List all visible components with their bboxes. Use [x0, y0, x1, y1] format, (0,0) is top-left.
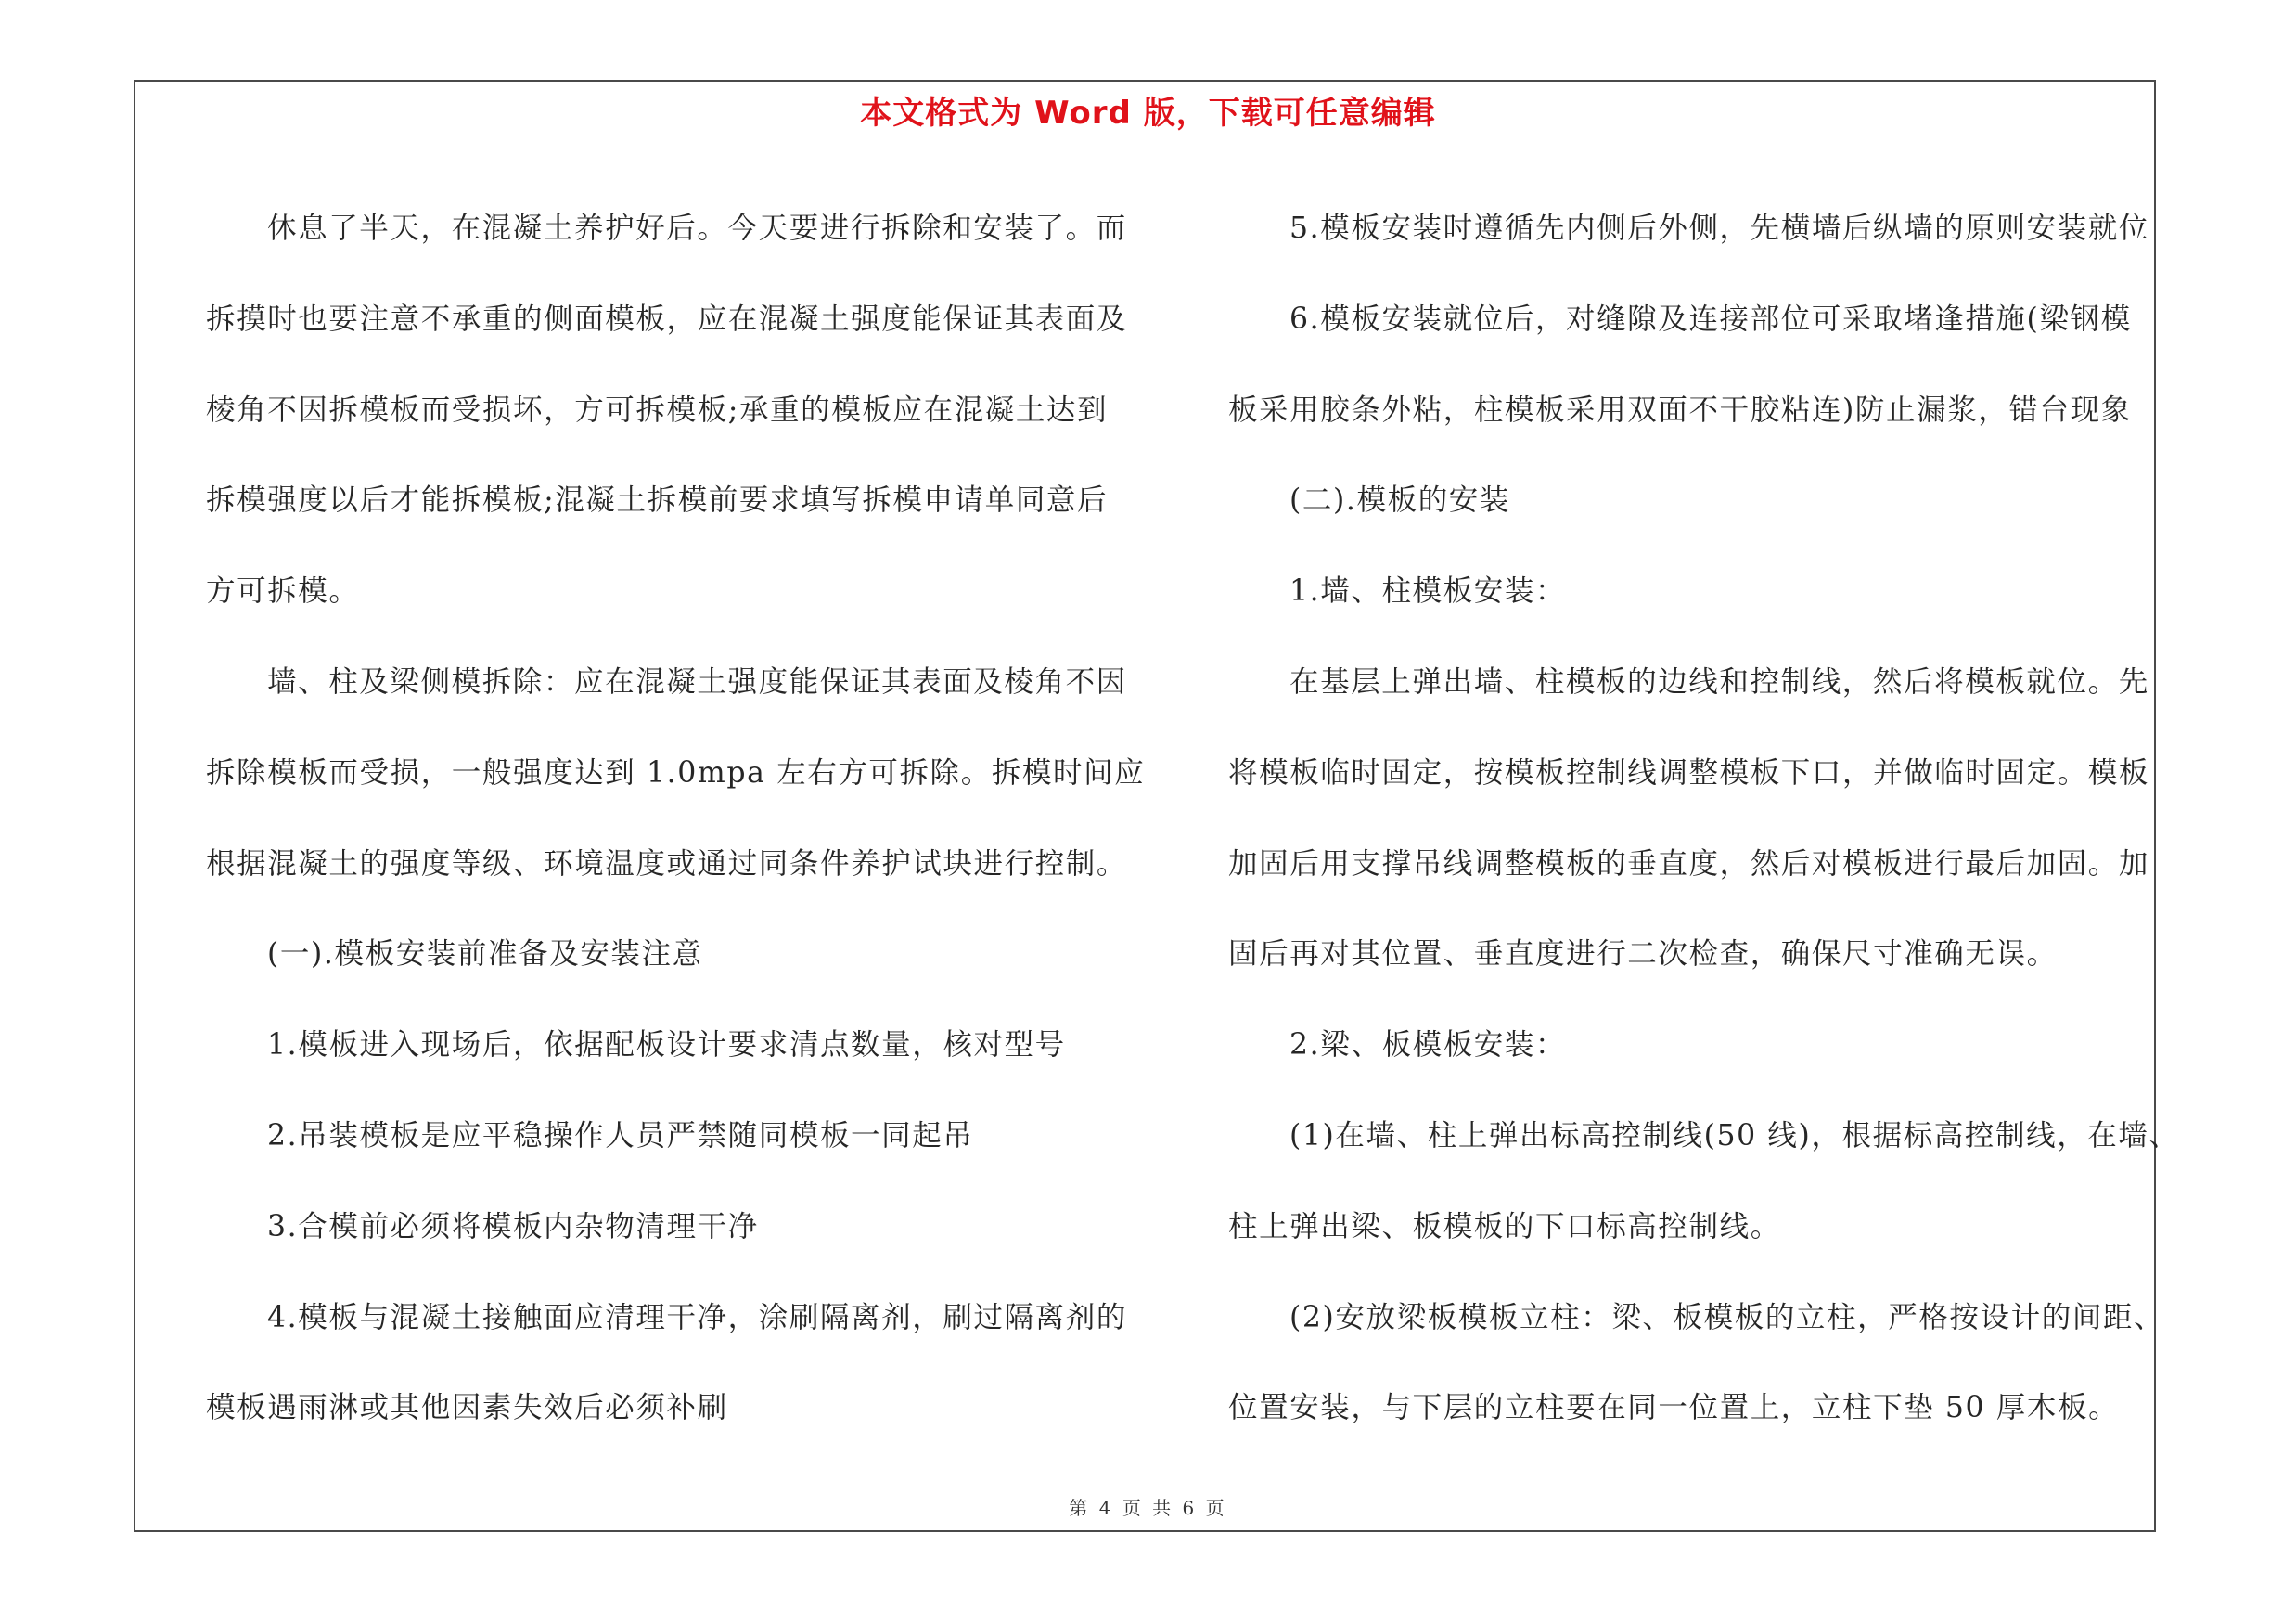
text-line: 拆除模板而受损，一般强度达到 1.0mpa 左右方可拆除。拆模时间应	[206, 755, 1146, 790]
text-line: 休息了半天，在混凝土养护好后。今天要进行拆除和安装了。而	[267, 212, 1127, 245]
text-line: 墙、柱及梁侧模拆除：应在混凝土强度能保证其表面及棱角不因	[267, 664, 1127, 699]
text-line: 根据混凝土的强度等级、环境温度或通过同条件养护试块进行控制。	[206, 846, 1128, 881]
text-line: (二).模板的安装	[1289, 483, 1510, 518]
text-line: 5.模板安装时遵循先内侧后外侧，先横墙后纵墙的原则安装就位	[1289, 212, 2149, 245]
text-line: (2)安放梁板模板立柱：梁、板模板的立柱，严格按设计的间距、	[1289, 1300, 2165, 1334]
text-line: 模板遇雨淋或其他因素失效后必须补刷	[206, 1391, 728, 1425]
text-line: 板采用胶条外粘，柱模板采用双面不干胶粘连)防止漏浆，错台现象	[1228, 393, 2132, 427]
text-line: 2.吊装模板是应平稳操作人员严禁随同模板一同起吊	[267, 1118, 974, 1153]
text-line: 拆摸时也要注意不承重的侧面模板，应在混凝土强度能保证其表面及	[206, 302, 1128, 336]
page-header-notice: 本文格式为 Word 版，下载可任意编辑	[860, 95, 1436, 132]
text-line: (一).模板安装前准备及安装注意	[267, 937, 703, 972]
left-column	[206, 184, 1146, 1454]
text-line: 4.模板与混凝土接触面应清理干净，涂刷隔离剂，刷过隔离剂的	[267, 1300, 1127, 1334]
text-line: 1.墙、柱模板安装：	[1289, 574, 1567, 609]
text-line: 3.合模前必须将模板内杂物清理干净	[267, 1209, 759, 1243]
text-line: 棱角不因拆模板而受损坏，方可拆模板;承重的模板应在混凝土达到	[206, 393, 1109, 427]
right-column	[1228, 184, 2180, 1454]
text-line: (1)在墙、柱上弹出标高控制线(50 线)，根据标高控制线，在墙、	[1289, 1118, 2180, 1153]
text-line: 位置安装，与下层的立柱要在同一位置上，立柱下垫 50 厚木板。	[1228, 1391, 2120, 1425]
page-number-footer: 第 4 页 共 6 页	[1069, 1497, 1227, 1519]
text-line: 固后再对其位置、垂直度进行二次检查，确保尺寸准确无误。	[1228, 937, 2058, 972]
text-line: 柱上弹出梁、板模板的下口标高控制线。	[1228, 1209, 1781, 1243]
text-line: 6.模板安装就位后，对缝隙及连接部位可采取堵逢措施(梁钢模	[1289, 302, 2132, 336]
text-line: 在基层上弹出墙、柱模板的边线和控制线，然后将模板就位。先	[1289, 664, 2149, 699]
text-line: 方可拆模。	[206, 574, 360, 609]
text-line: 1.模板进入现场后，依据配板设计要求清点数量，核对型号	[267, 1028, 1066, 1063]
text-line: 加固后用支撑吊线调整模板的垂直度，然后对模板进行最后加固。加	[1228, 846, 2150, 881]
text-line: 2.梁、板模板安装：	[1289, 1028, 1567, 1063]
text-line: 拆模强度以后才能拆模板;混凝土拆模前要求填写拆模申请单同意后	[206, 483, 1109, 518]
text-line: 将模板临时固定，按模板控制线调整模板下口，并做临时固定。模板	[1228, 755, 2150, 790]
